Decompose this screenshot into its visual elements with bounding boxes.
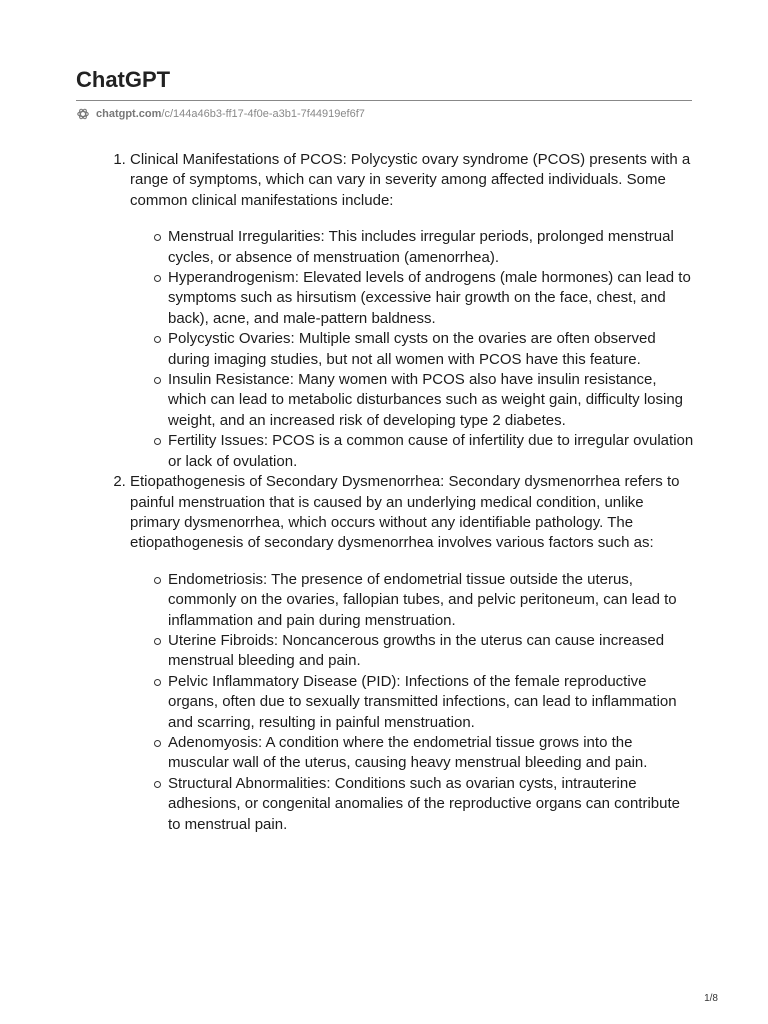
list-item-dysmenorrhea [130, 472, 696, 835]
source-link[interactable] [76, 106, 365, 122]
list-item-text: Etiopathogenesis of Secondary Dysmenorrhea: Secondary dysmenorrhea refers to painful menstruation that is caused by an underlying medical condition, unlike primary dysmenorrhea, which occurs without any identifiable pathology. The etiopathogenesis of secondary dysmenorrhea involves various factors such as: [130, 473, 680, 552]
sub-list-item: Hyperandrogenism: Elevated levels of androgens (male hormones) can lead to symptoms such as hirsutism (excessive hair growth on the face, chest, and back), acne, and male-pattern baldness. [168, 268, 696, 329]
openai-logo-icon [76, 107, 90, 121]
list-item-pcos [130, 150, 696, 472]
sub-list-item: Insulin Resistance: Many women with PCOS also have insulin resistance, which can lead to metabolic disturbances such as weight gain, difficulty losing weight, and an increased risk of developing type 2 diabetes. [168, 370, 696, 431]
source-path: /c/144a46b3-ff17-4f0e-a3b1-7f44919ef6f7 [161, 108, 365, 120]
page-number: 1/8 [704, 993, 718, 1004]
sub-list-item: Pelvic Inflammatory Disease (PID): Infections of the female reproductive organs, often due to sexually transmitted infections, can lead to inflammation and scarring, resulting in painful menstruation. [168, 672, 696, 733]
sub-list-item: Structural Abnormalities: Conditions such as ovarian cysts, intrauterine adhesions, or congenital anomalies of the reproductive organs can contribute to menstrual pain. [168, 774, 696, 835]
list-item-text: Clinical Manifestations of PCOS: Polycystic ovary syndrome (PCOS) presents with a range of symptoms, which can vary in severity among affected individuals. Some common clinical manifestations include: [130, 151, 691, 209]
main-list [76, 150, 696, 835]
sub-list-item: Endometriosis: The presence of endometrial tissue outside the uterus, commonly on the ovaries, fallopian tubes, and pelvic peritoneum, can lead to inflammation and pain during menstruation. [168, 570, 696, 631]
sub-list-pcos [130, 227, 696, 472]
sub-list-dysmenorrhea [130, 570, 696, 835]
source-domain: chatgpt.com [96, 108, 162, 120]
page-title: ChatGPT [76, 67, 171, 92]
sub-list-item: Adenomyosis: A condition where the endometrial tissue grows into the muscular wall of the uterus, causing heavy menstrual bleeding and pain. [168, 733, 696, 774]
title-divider [76, 100, 692, 101]
document-body [76, 150, 696, 835]
sub-list-item: Polycystic Ovaries: Multiple small cysts on the ovaries are often observed during imaging studies, but not all women with PCOS have this feature. [168, 329, 696, 370]
sub-list-item: Menstrual Irregularities: This includes irregular periods, prolonged menstrual cycles, or absence of menstruation (amenorrhea). [168, 227, 696, 268]
sub-list-item: Fertility Issues: PCOS is a common cause of infertility due to irregular ovulation or lack of ovulation. [168, 431, 696, 472]
sub-list-item: Uterine Fibroids: Noncancerous growths in the uterus can cause increased menstrual bleeding and pain. [168, 631, 696, 672]
